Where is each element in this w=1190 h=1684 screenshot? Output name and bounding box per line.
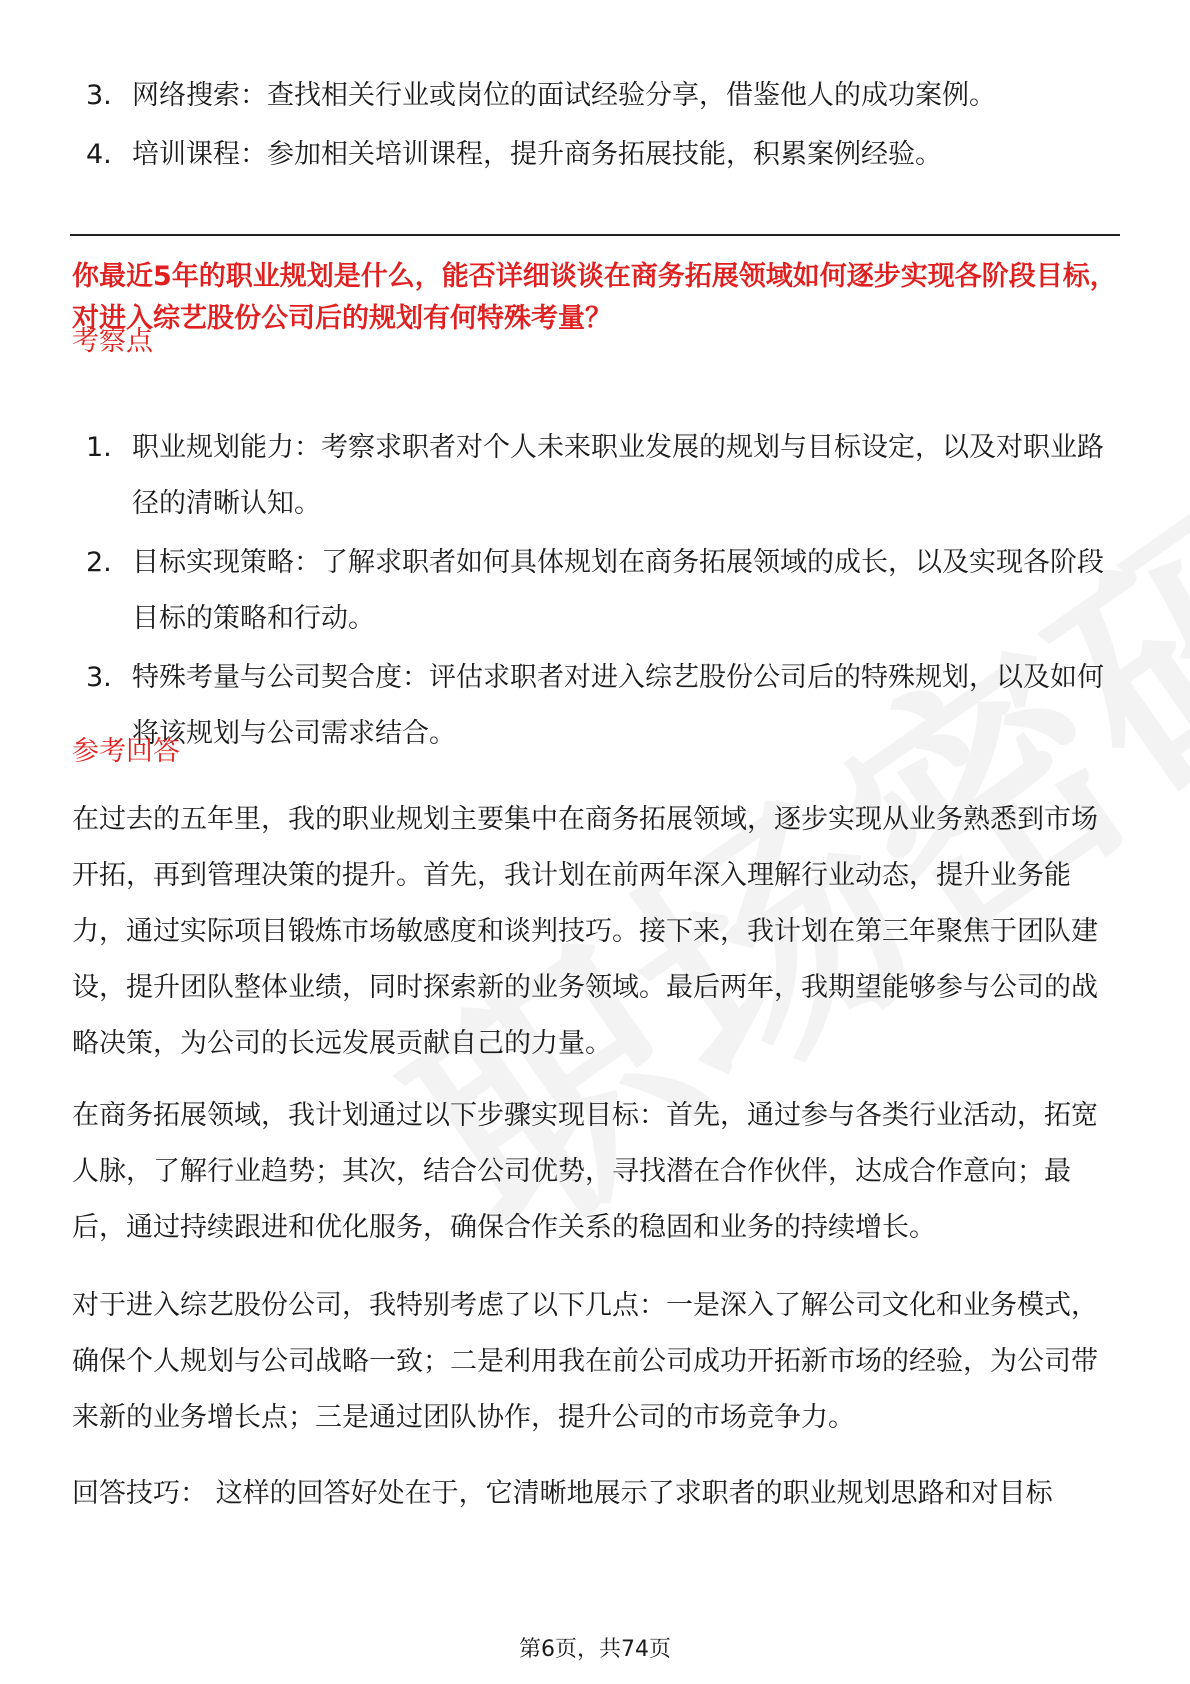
answer-paragraph: 对于进入综艺股份公司，我特别考虑了以下几点：一是深入了解公司文化和业务模式，确保个人规划与公司战略一致；二是利用我在前公司成功开拓新市场的经验，为公司带来新的业务增长点；三是通过团队协作，提升公司的市场竞争力。 (72, 1290, 1098, 1433)
list-text: 职业规划能力：考察求职者对个人未来职业发展的规划与目标设定，以及对职业路径的清晰认知。 (132, 432, 1104, 519)
section-title-points: 考察点 (72, 326, 153, 357)
list-number: 2. (86, 547, 112, 578)
list-item (80, 420, 1120, 532)
answer-paragraph: 在过去的五年里，我的职业规划主要集中在商务拓展领域，逐步实现从业务熟悉到市场开拓，再到管理决策的提升。首先，我计划在前两年深入理解行业动态，提升业务能力，通过实际项目锻炼市场敏感度和谈判技巧。接下来，我计划在第三年聚焦于团队建设，提升团队整体业绩，同时探索新的业务领域。最后两年，我期望能够参与公司的战略决策，为公司的长远发展贡献自己的力量。 (72, 804, 1098, 1059)
answer-tip: 回答技巧： 这样的回答好处在于，它清晰地展示了求职者的职业规划思路和对目标 (72, 1478, 1053, 1509)
top-list (80, 68, 1120, 186)
list-item (80, 68, 1120, 124)
page-number: 第6页，共74页 (519, 1637, 671, 1662)
points-list (80, 420, 1120, 765)
divider (70, 234, 1120, 236)
list-text: 网络搜索：查找相关行业或岗位的面试经验分享，借鉴他人的成功案例。 (132, 80, 996, 111)
list-item (80, 650, 1120, 762)
list-number: 4. (86, 139, 112, 170)
list-number: 1. (86, 432, 112, 463)
list-text: 目标实现策略：了解求职者如何具体规划在商务拓展领域的成长，以及实现各阶段目标的策略和行动。 (132, 547, 1104, 634)
list-text: 特殊考量与公司契合度：评估求职者对进入综艺股份公司后的特殊规划，以及如何将该规划与公司需求结合。 (132, 662, 1104, 749)
list-item (80, 127, 1120, 183)
question-heading: 你最近5年的职业规划是什么，能否详细谈谈在商务拓展领域如何逐步实现各阶段目标，对进入综艺股份公司后的规划有何特殊考量？ (72, 261, 1117, 334)
list-number: 3. (86, 80, 112, 111)
answer-paragraph: 在商务拓展领域，我计划通过以下步骤实现目标：首先，通过参与各类行业活动，拓宽人脉，了解行业趋势；其次，结合公司优势，寻找潜在合作伙伴，达成合作意向；最后，通过持续跟进和优化服务，确保合作关系的稳固和业务的持续增长。 (72, 1100, 1098, 1243)
list-text: 培训课程：参加相关培训课程，提升商务拓展技能，积累案例经验。 (132, 139, 942, 170)
list-number: 3. (86, 662, 112, 693)
section-title-answer: 参考回答 (72, 736, 180, 767)
list-item (80, 535, 1120, 647)
